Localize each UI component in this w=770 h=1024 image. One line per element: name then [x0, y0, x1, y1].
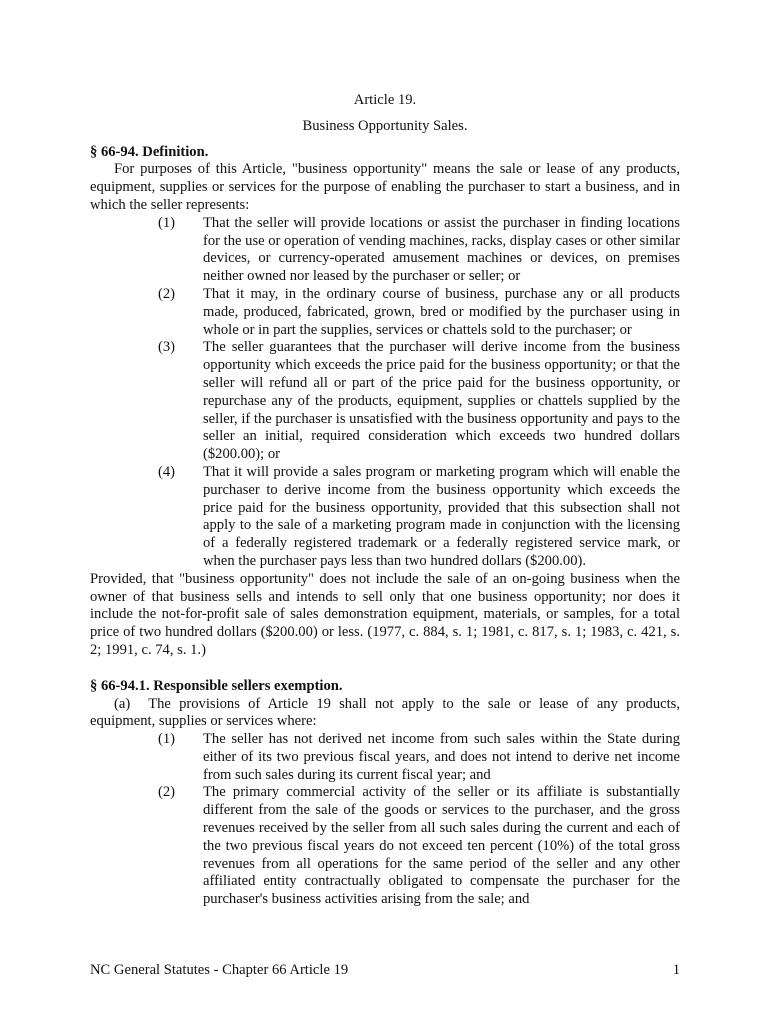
item-number: (3) — [158, 339, 176, 356]
subsection-text: The provisions of Article 19 shall not apply to the sale or lease of any products, equipment, supplies or services where: — [90, 695, 680, 730]
item-text: That it may, in the ordinary course of business, purchase any or all products made, produced, fabricated, grown, bred or modified by the purchaser using in whole or in part the supplies, services or chattels sold to the purchaser; or — [203, 285, 680, 338]
list-item — [90, 339, 680, 464]
list-item — [90, 215, 680, 286]
article-title: Article 19. — [353, 92, 417, 108]
item-text: The primary commercial activity of the seller or its affiliate is substantially different from the sale of the goods or services to the purchaser, and the gross revenues received by the seller from all such sales during the current and each of the two previous fiscal years do not exceed ten percent (10%) of the total gross revenues from all operations for the same period of the seller and any other affiliated entity contractually obligated to compensate the purchaser for the purchaser's business activities arising from the sale; and — [203, 784, 680, 908]
item-text: That the seller will provide locations or assist the purchaser in finding locations for the use or operation of vending machines, racks, display cases or other similar devices, or currency-operated amusement machines or devices, on premises neither owned nor leased by the purchaser or seller; or — [203, 214, 680, 285]
item-number: (1) — [158, 214, 176, 231]
item-text: The seller guarantees that the purchaser will derive income from the business opportunity which exceeds the price paid for the business opportunity; or that the seller will refund all or part of the price paid for the business opportunity, or repurchase any of the products, equipment, supplies or chattels supplied by the seller, if the purchaser is unsatisfied with the business opportunity and pays to the seller an initial, required consideration which exceeds two hundred dollars ($200.00); or — [203, 339, 680, 463]
page-footer — [90, 962, 680, 979]
proviso-paragraph: Provided, that "business opportunity" does not include the sale of an on-going business when the owner of that business sells and intends to sell only that one business opportunity; nor does it include the not-for-profit sale of sales demonstration equipment, materials, or samples, for a total price of two hundred dollars ($200.00) or less. (1977, c. 884, s. 1; 1981, c. 817, s. 1; 1983, c. 421, s. 2; 1991, c. 74, s. 1.) — [90, 570, 680, 658]
item-text: The seller has not derived net income from such sales within the State during either of its two previous fiscal years, and does not intend to derive net income from such sales during its current fiscal year; and — [203, 731, 680, 783]
section-intro: For purposes of this Article, "business opportunity" means the sale or lease of any products, equipment, supplies or services for the purpose of enabling the purchaser to start a business, and in which the seller represents: — [90, 161, 680, 213]
page-number: 1 — [672, 962, 680, 978]
item-text: That it will provide a sales program or marketing program which will enable the purchaser to derive income from the business opportunity which exceeds the price paid for the business opportunity, provided that this subsection shall not apply to the sale of a marketing program made in conjunction with the licensing of a federally registered trademark or a federally registered service mark, or when the purchaser pays less than two hundred dollars ($200.00). — [203, 463, 680, 569]
item-number: (2) — [158, 285, 176, 302]
list-item — [90, 731, 680, 784]
subsection-label: (a) — [114, 695, 131, 712]
item-number: (2) — [158, 784, 176, 801]
list-item — [90, 784, 680, 909]
section-heading-66-94: § 66-94. Definition. — [90, 143, 209, 160]
footer-title: NC General Statutes - Chapter 66 Article 19 — [90, 962, 349, 978]
article-subtitle: Business Opportunity Sales. — [302, 117, 468, 134]
document-body — [90, 92, 680, 909]
item-number: (4) — [158, 463, 176, 480]
subsection-a — [90, 696, 680, 732]
item-number: (1) — [158, 731, 176, 748]
list-item — [90, 464, 680, 571]
list-item — [90, 286, 680, 339]
section-heading-66-94-1: § 66-94.1. Responsible sellers exemption. — [90, 677, 343, 694]
